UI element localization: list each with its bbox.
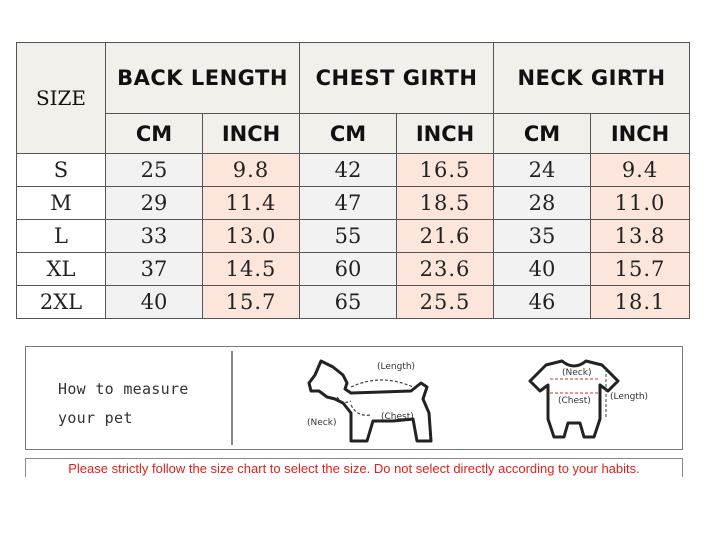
size-notice-banner bbox=[25, 458, 683, 477]
shirt-neck-label: (Neck) bbox=[562, 368, 592, 378]
cm-cell: 60 bbox=[300, 253, 397, 286]
inch-cell: 9.4 bbox=[591, 154, 690, 187]
cm-cell: 40 bbox=[494, 253, 591, 286]
table-row bbox=[17, 253, 690, 286]
size-header: SIZE bbox=[17, 43, 106, 154]
unit-header: CM bbox=[106, 114, 203, 154]
inch-cell: 18.1 bbox=[591, 286, 690, 319]
unit-header: CM bbox=[300, 114, 397, 154]
cm-cell: 25 bbox=[106, 154, 203, 187]
cm-cell: 46 bbox=[494, 286, 591, 319]
how-to-measure-text bbox=[58, 375, 189, 433]
table-row bbox=[17, 286, 690, 319]
dog-length-label: (Length) bbox=[377, 362, 416, 372]
inch-cell: 21.6 bbox=[397, 220, 494, 253]
cm-cell: 24 bbox=[494, 154, 591, 187]
inch-cell: 15.7 bbox=[203, 286, 300, 319]
table-row bbox=[17, 187, 690, 220]
inch-cell: 13.8 bbox=[591, 220, 690, 253]
how-to-measure-panel bbox=[25, 346, 683, 450]
neck-girth-header: NECK GIRTH bbox=[494, 43, 690, 114]
inch-cell: 11.4 bbox=[203, 187, 300, 220]
dog-neck-label: (Neck) bbox=[307, 418, 337, 428]
cm-cell: 37 bbox=[106, 253, 203, 286]
size-notice-text: Please strictly follow the size chart to select the size. Do not select directly according to your habits. bbox=[68, 461, 640, 476]
table-row bbox=[17, 220, 690, 253]
shirt-measure-icon bbox=[506, 353, 676, 445]
cm-cell: 65 bbox=[300, 286, 397, 319]
cm-cell: 35 bbox=[494, 220, 591, 253]
inch-cell: 9.8 bbox=[203, 154, 300, 187]
chest-girth-header: CHEST GIRTH bbox=[300, 43, 494, 114]
dog-measure-icon bbox=[281, 353, 471, 445]
cm-cell: 40 bbox=[106, 286, 203, 319]
size-cell: S bbox=[17, 154, 106, 187]
cm-cell: 29 bbox=[106, 187, 203, 220]
cm-cell: 28 bbox=[494, 187, 591, 220]
unit-header: INCH bbox=[203, 114, 300, 154]
cm-cell: 33 bbox=[106, 220, 203, 253]
inch-cell: 25.5 bbox=[397, 286, 494, 319]
unit-header: INCH bbox=[397, 114, 494, 154]
size-cell: L bbox=[17, 220, 106, 253]
inch-cell: 18.5 bbox=[397, 187, 494, 220]
shirt-length-label: (Length) bbox=[610, 392, 649, 402]
inch-cell: 11.0 bbox=[591, 187, 690, 220]
measure-line-2: your pet bbox=[58, 409, 133, 427]
unit-header: INCH bbox=[591, 114, 690, 154]
size-cell: 2XL bbox=[17, 286, 106, 319]
back-length-header: BACK LENGTH bbox=[106, 43, 300, 114]
panel-divider bbox=[231, 351, 233, 445]
inch-cell: 16.5 bbox=[397, 154, 494, 187]
inch-cell: 23.6 bbox=[397, 253, 494, 286]
unit-header: CM bbox=[494, 114, 591, 154]
cm-cell: 42 bbox=[300, 154, 397, 187]
cm-cell: 47 bbox=[300, 187, 397, 220]
inch-cell: 14.5 bbox=[203, 253, 300, 286]
inch-cell: 15.7 bbox=[591, 253, 690, 286]
table-row bbox=[17, 154, 690, 187]
dog-chest-label: (Chest) bbox=[381, 412, 414, 422]
size-chart-table bbox=[16, 42, 690, 319]
inch-cell: 13.0 bbox=[203, 220, 300, 253]
cm-cell: 55 bbox=[300, 220, 397, 253]
size-cell: M bbox=[17, 187, 106, 220]
size-cell: XL bbox=[17, 253, 106, 286]
shirt-chest-label: (Chest) bbox=[558, 396, 591, 406]
measure-line-1: How to measure bbox=[58, 380, 189, 398]
